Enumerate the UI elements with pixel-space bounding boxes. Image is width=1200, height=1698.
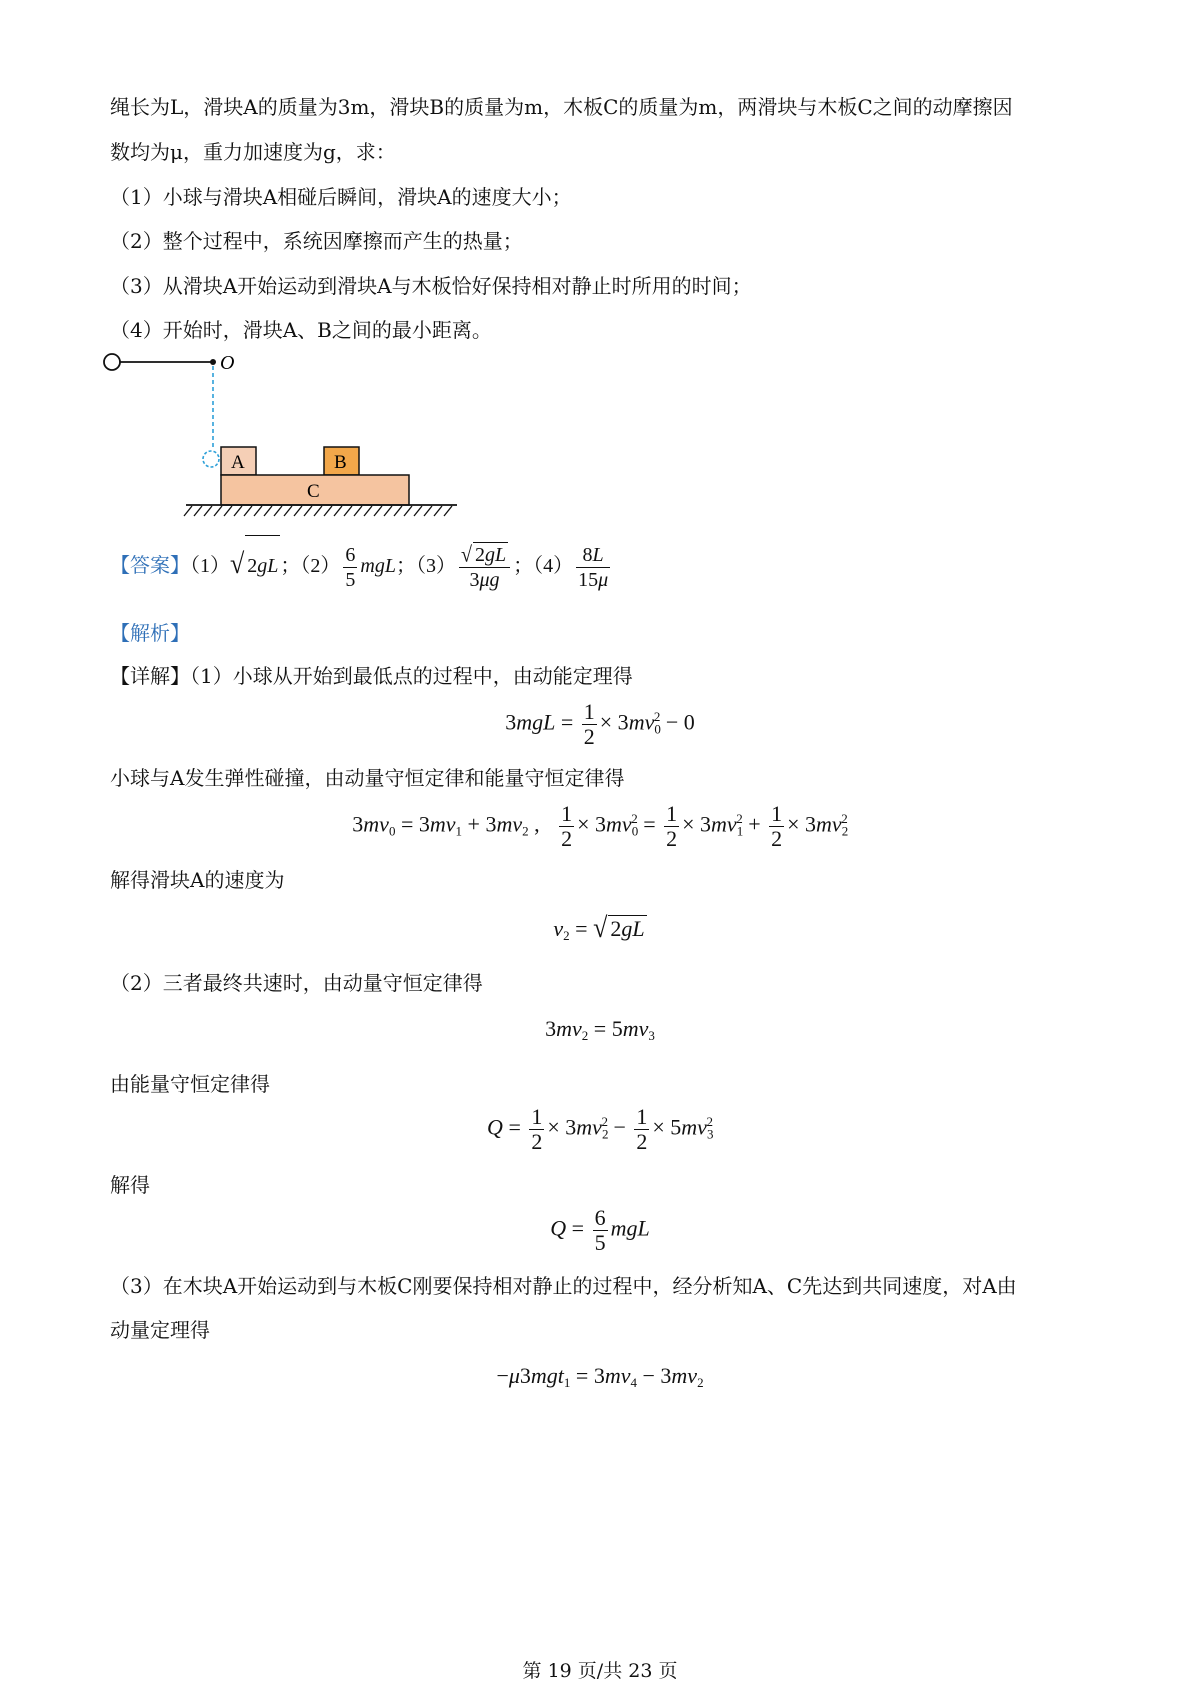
detail-step-5: 由能量守恒定律得 [110,1072,270,1096]
equation-2: $3mv_0 = 3mv_1 + 3mv_2$ , $\frac{1}{2}$ × $3mv_0^2$ = $\frac{1}{2}$ × $3mv_1^2$ + $\frac{1}{2}$ × $3mv_2^2$ [352,801,849,851]
question-2: （2）整个过程中，系统因摩擦而产生的热量； [110,229,523,253]
page-footer: 第 19 页/共 23 页 [522,1660,678,1682]
equation-5: Q = $\frac{1}{2}$ × $3mv_2^2$ − $\frac{1}{2}$ × $5mv_3^2$ [487,1104,714,1154]
label-o: O [220,352,235,374]
equation-1: 3mgL = $\frac{1}{2}$ × $3mv_0^2 - 0$ [505,699,695,749]
detail-step-2: 小球与A发生弹性碰撞，由动量守恒定律和能量守恒定律得 [110,766,625,790]
problem-line-1: 绳长为L，滑块A的质量为3m，滑块B的质量为m，木板C的质量为m，两滑块与木板C之间的动摩擦因 [110,95,1013,119]
answer-part-1: （1） [190,555,230,577]
detail-step-8: 动量定理得 [110,1318,210,1342]
equation-6: Q = $\frac{6}{5}$ mgL [550,1205,650,1255]
detail-step-1: 【详解】（1）小球从开始到最低点的过程中，由动能定理得 [110,664,633,688]
problem-line-2: 数均为μ，重力加速度为g，求： [110,140,396,164]
answer-tag: 【答案】 [110,555,190,577]
label-c: C [307,481,320,502]
answer-part-4: ；（4） [513,555,574,577]
label-b: B [334,452,347,473]
question-3: （3）从滑块A开始运动到滑块A与木板恰好保持相对静止时所用的时间； [110,274,752,298]
question-4: （4）开始时，滑块A、B之间的最小距离。 [110,318,492,342]
detail-tag: 【详解】 [110,664,190,688]
answer-part-3: ；（3） [395,555,456,577]
equation-7: $-\mu 3mgt_1 = 3mv_4 - 3mv_2$ [496,1363,704,1390]
question-1: （1）小球与滑块A相碰后瞬间，滑块A的速度大小； [110,185,572,209]
detail-step-4: （2）三者最终共速时，由动量守恒定律得 [110,971,483,995]
equation-4: $3mv_2 = 5mv_3$ [545,1016,655,1043]
answer-part-2: ；（2） [280,555,341,577]
detail-step-3: 解得滑块A的速度为 [110,868,285,892]
detail-step-6: 解得 [110,1173,150,1197]
detail-step-7: （3）在木块A开始运动到与木板C刚要保持相对静止的过程中，经分析知A、C先达到共同速度，对A由 [110,1274,1017,1298]
answer-line: 【答案】（1）√ 2gL ；（2） $\frac{6}{5}$ mgL；（3） $\frac{√ 2gL}{3\mu g}$ ；（4） $\frac{8L}{15\mu}$ [110,534,1100,596]
label-a: A [231,452,245,473]
equation-3: $v_2$ = √ 2gL [553,911,645,944]
analysis-tag: 【解析】 [110,621,190,645]
physics-diagram [100,348,480,528]
